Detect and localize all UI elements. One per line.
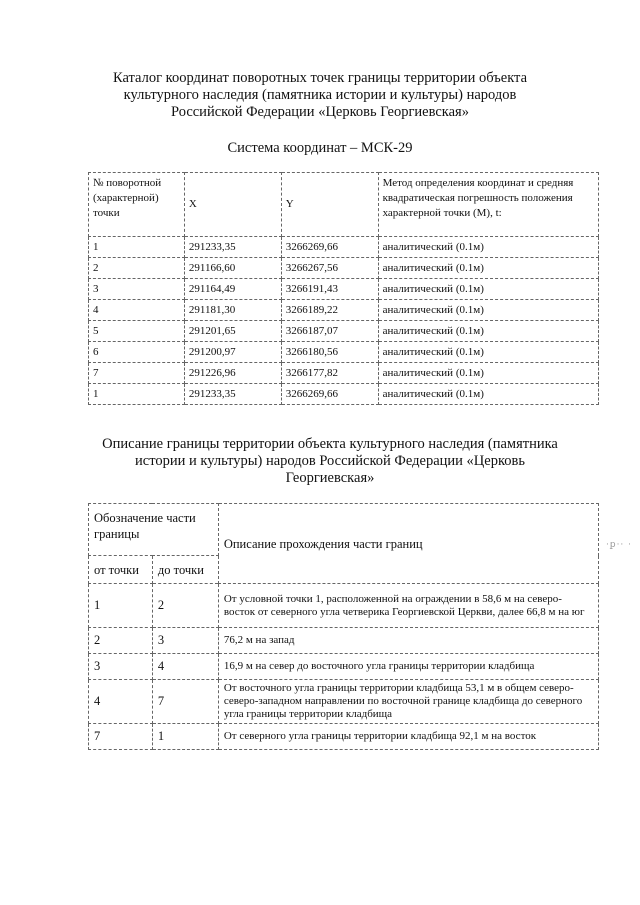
y-cell: 3266189,22 — [281, 300, 378, 321]
y-cell: 3266269,66 — [281, 237, 378, 258]
y-header: Y — [281, 173, 378, 237]
point-number-header: № поворотной (характерной) точки — [89, 173, 185, 237]
to-point-cell: 3 — [152, 628, 218, 654]
table-row — [89, 584, 599, 628]
point-number-cell: 2 — [89, 258, 185, 279]
x-cell: 291164,49 — [184, 279, 281, 300]
method-cell: аналитический (0.1м) — [378, 363, 598, 384]
point-number-cell: 1 — [89, 237, 185, 258]
description-cell: От восточного угла границы территории кладбища 53,1 м в общем северо-северо-западном направлении по восточной границе кладбища до северного угла границы территории кладбища — [218, 680, 598, 724]
method-cell: аналитический (0.1м) — [378, 384, 598, 405]
boundary-description-title: Описание границы территории объекта культурного наследия (памятника истории и культуры) народов Российской Федерации «Церковь Георгиевская» — [102, 436, 558, 486]
x-cell: 291181,30 — [184, 300, 281, 321]
method-cell: аналитический (0.1м) — [378, 279, 598, 300]
from-point-cell: 1 — [89, 584, 153, 628]
coords-catalog-title: Каталог координат поворотных точек границы территории объекта культурного наследия (памятника истории и культуры) народов Российской Федерации «Церковь Георгиевская» — [112, 70, 527, 120]
table-row — [89, 363, 599, 384]
coordinates-table — [88, 172, 599, 405]
point-number-cell: 1 — [89, 384, 185, 405]
y-cell: 3266180,56 — [281, 342, 378, 363]
table-row — [89, 654, 599, 680]
x-cell: 291233,35 — [184, 237, 281, 258]
point-number-cell: 6 — [89, 342, 185, 363]
x-cell: 291233,35 — [184, 384, 281, 405]
table-row — [89, 258, 599, 279]
coordinate-system-label: Система координат – МСК-29 — [227, 140, 413, 156]
boundary-description-table — [88, 503, 599, 750]
x-cell: 291200,97 — [184, 342, 281, 363]
method-cell: аналитический (0.1м) — [378, 237, 598, 258]
method-cell: аналитический (0.1м) — [378, 258, 598, 279]
point-number-cell: 3 — [89, 279, 185, 300]
method-header: Метод определения координат и средняя квадратическая погрешность положения характерной точки (М), t: — [378, 173, 598, 237]
table-row — [89, 279, 599, 300]
description-cell: От условной точки 1, расположенной на ограждении в 58,6 м на северо-восток от северного угла четверика Георгиевской Церкви, далее 66,8 м на юг — [218, 584, 598, 628]
from-point-cell: 4 — [89, 680, 153, 724]
description-cell: 16,9 м на север до восточного угла границы территории кладбища — [218, 654, 598, 680]
point-number-cell: 7 — [89, 363, 185, 384]
method-cell: аналитический (0.1м) — [378, 321, 598, 342]
description-cell: От северного угла границы территории кладбища 92,1 м на восток — [218, 724, 598, 750]
y-cell: 3266267,56 — [281, 258, 378, 279]
x-header: X — [184, 173, 281, 237]
x-cell: 291201,65 — [184, 321, 281, 342]
from-point-cell: 2 — [89, 628, 153, 654]
table-row — [89, 680, 599, 724]
table-row — [89, 321, 599, 342]
method-cell: аналитический (0.1м) — [378, 300, 598, 321]
to-point-header: до точки — [152, 556, 218, 584]
y-cell: 3266177,82 — [281, 363, 378, 384]
table-row — [89, 384, 599, 405]
margin-mark: ·ꝑ·· · — [606, 540, 633, 550]
from-point-cell: 7 — [89, 724, 153, 750]
part-designation-header: Обозначение части границы — [89, 504, 219, 556]
table-row — [89, 628, 599, 654]
to-point-cell: 7 — [152, 680, 218, 724]
from-point-cell: 3 — [89, 654, 153, 680]
to-point-cell: 4 — [152, 654, 218, 680]
description-header: Описание прохождения части границ — [218, 504, 598, 584]
table-row — [89, 342, 599, 363]
table-row — [89, 300, 599, 321]
point-number-cell: 5 — [89, 321, 185, 342]
point-number-cell: 4 — [89, 300, 185, 321]
y-cell: 3266191,43 — [281, 279, 378, 300]
from-point-header: от точки — [89, 556, 153, 584]
x-cell: 291166,60 — [184, 258, 281, 279]
y-cell: 3266187,07 — [281, 321, 378, 342]
table-row — [89, 724, 599, 750]
to-point-cell: 1 — [152, 724, 218, 750]
y-cell: 3266269,66 — [281, 384, 378, 405]
to-point-cell: 2 — [152, 584, 218, 628]
description-cell: 76,2 м на запад — [218, 628, 598, 654]
method-cell: аналитический (0.1м) — [378, 342, 598, 363]
x-cell: 291226,96 — [184, 363, 281, 384]
table-row — [89, 237, 599, 258]
